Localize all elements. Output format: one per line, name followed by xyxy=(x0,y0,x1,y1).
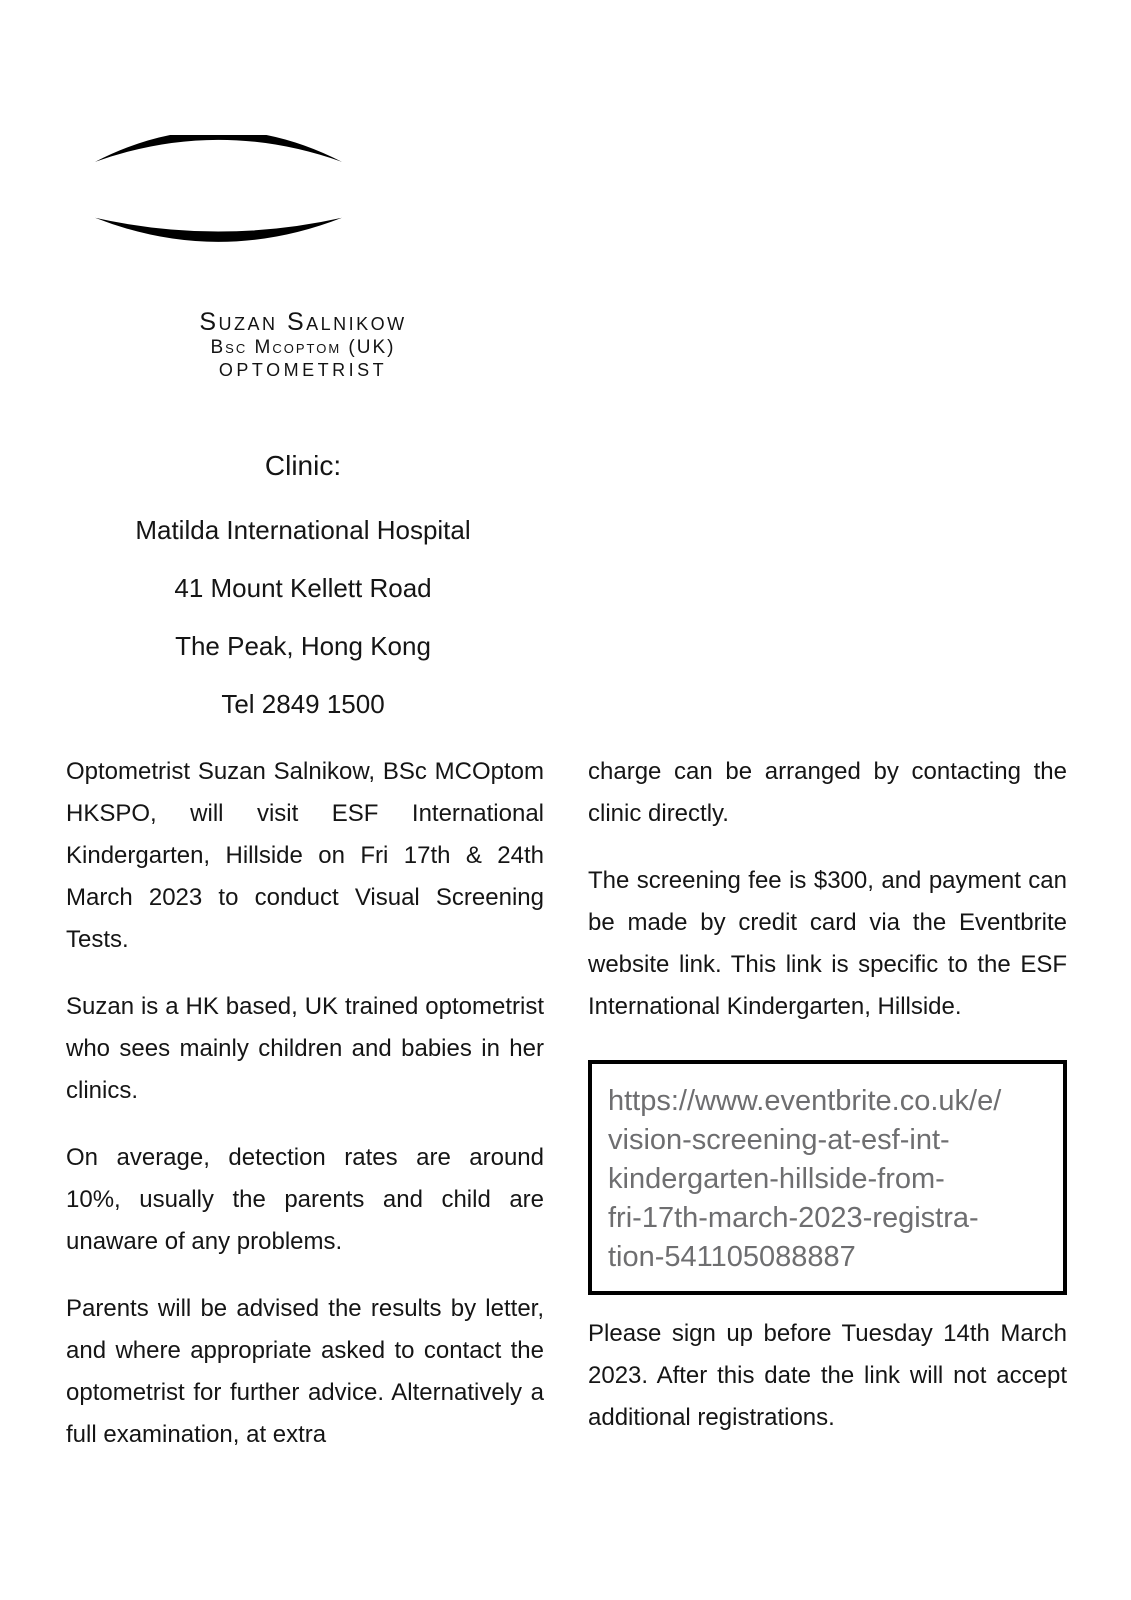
logo-name: Suzan Salnikow xyxy=(199,308,407,336)
clinic-phone: Tel 2849 1500 xyxy=(221,689,385,719)
clinic-address xyxy=(28,501,578,733)
body-paragraph: Suzan is a HK based, UK trained optometrist who sees mainly children and babies in her clinics. xyxy=(66,993,544,1104)
logo-title: OPTOMETRIST xyxy=(218,360,388,380)
left-column xyxy=(66,751,544,1481)
clinic-address-line: The Peak, Hong Kong xyxy=(175,631,431,661)
right-column xyxy=(588,751,1067,1439)
clinic-address-line: 41 Mount Kellett Road xyxy=(174,573,432,603)
optometrist-logo xyxy=(85,135,435,435)
body-paragraph: Optometrist Suzan Salnikow, BSc MCOptom HKSPO, will visit ESF International Kindergarten, Hillside on Fri 17th & 24th March 2023 to conduct Visual Screening Tests. xyxy=(66,758,544,953)
clinic-heading: Clinic: xyxy=(264,450,342,481)
eventbrite-link[interactable]: https://www.eventbrite.co.uk/e/ xyxy=(608,1085,1002,1117)
eventbrite-link[interactable]: tion-541105088887 xyxy=(608,1241,856,1273)
clinic-address-line: Matilda International Hospital xyxy=(135,515,471,545)
eventbrite-link[interactable]: fri-17th-march-2023-registra- xyxy=(608,1202,979,1234)
eventbrite-link-box xyxy=(588,1060,1067,1295)
eventbrite-link[interactable]: kindergarten-hillside-from- xyxy=(608,1163,945,1195)
eye-upper-arc-icon xyxy=(95,135,342,162)
logo-credentials: Bsc Mcoptom (UK) xyxy=(210,337,396,358)
body-paragraph: The screening fee is $300, and payment can be made by credit card via the Eventbrite website link. This link is specific to the ESF International Kindergarten, Hillside. xyxy=(588,867,1067,1020)
body-paragraph: Please sign up before Tuesday 14th March 2023. After this date the link will not accept additional registrations. xyxy=(588,1320,1067,1431)
body-paragraph: charge can be arranged by contacting the clinic directly. xyxy=(588,758,1067,827)
body-paragraph: On average, detection rates are around 10%, usually the parents and child are unaware of any problems. xyxy=(66,1144,544,1255)
signup-note xyxy=(588,1313,1067,1439)
eventbrite-link[interactable]: vision-screening-at-esf-int- xyxy=(608,1124,950,1156)
eye-lower-arc-icon xyxy=(95,218,342,242)
body-paragraph: Parents will be advised the results by letter, and where appropriate asked to contact the optometrist for further advice. Alternatively a full examination, at extra xyxy=(66,1295,544,1448)
